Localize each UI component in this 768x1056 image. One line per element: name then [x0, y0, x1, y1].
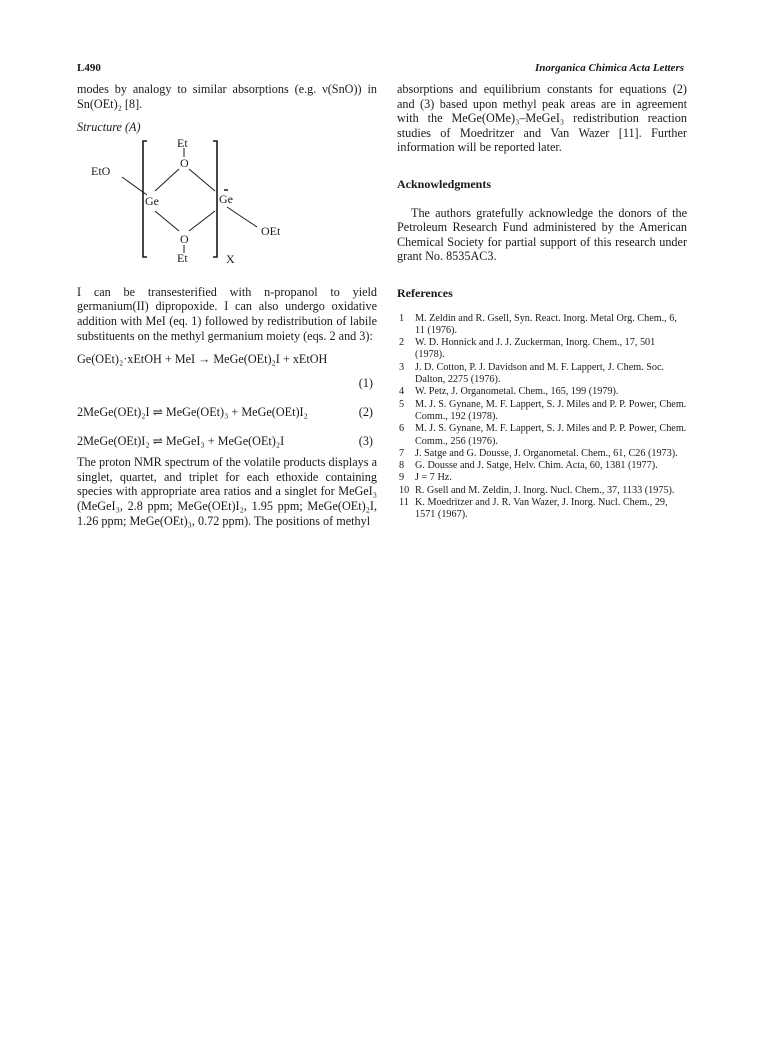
reference-number: 9	[399, 472, 405, 484]
reference-number: 8	[399, 460, 405, 472]
reference-item	[397, 448, 687, 460]
reference-item	[397, 313, 687, 338]
label-subscript-x: X	[226, 251, 235, 266]
reference-item	[397, 472, 687, 484]
reference-item	[397, 386, 687, 398]
acknowledgments-text: The authors gratefully acknowledge the donors of the Petroleum Research Fund administered by the American Chemical Society for partial support of this research under grant No. 8535AC3.	[397, 205, 687, 264]
reference-number: 10	[399, 484, 410, 496]
reference-number: 2	[399, 337, 405, 349]
structure-svg	[77, 135, 377, 285]
reference-text: J. D. Cotton, P. J. Davidson and M. F. Lappert, J. Chem. Soc. Dalton, 2275 (1976).	[415, 361, 665, 386]
bond-ge-left-o-bottom	[155, 211, 179, 231]
label-ge-left: Ge	[145, 193, 159, 208]
equation-2	[77, 405, 377, 420]
reference-item	[397, 460, 687, 472]
reference-text: W. Petz, J. Organometal. Chem., 165, 199 (1979).	[415, 386, 619, 398]
bond-ge-right-o-bottom	[189, 211, 215, 231]
reference-text: G. Dousse and J. Satge, Helv. Chim. Acta, 60, 1381 (1977).	[415, 460, 658, 472]
right-para-1: absorptions and equilibrium constants for equations (2) and (3) based upon methyl peak areas are in agreement with the MeGe(OMe)₃–MeGeI₃ redistribution reaction studies of Moedritzer and Van Wazer [11]. Further information will be reported later.	[397, 82, 687, 155]
acknowledgments-heading: Acknowledgments	[397, 176, 492, 191]
reference-text: M. Zeldin and R. Gsell, Syn. React. Inorg. Metal Org. Chem., 6, 11 (1976).	[415, 312, 677, 336]
reference-text: W. D. Honnick and J. J. Zuckerman, Inorg. Chem., 17, 501 (1978).	[415, 337, 656, 361]
equation-3-text: 2MeGe(OEt)I₂ ⇌ MeGeI₃ + MeGe(OEt)₂I	[77, 434, 285, 449]
reference-number: 11	[399, 496, 409, 508]
reference-number: 1	[399, 312, 405, 324]
structure-label: Structure (A)	[77, 120, 141, 135]
reference-number: 7	[399, 447, 405, 459]
label-top-et: Et	[177, 135, 188, 150]
label-eto: EtO	[91, 163, 111, 178]
reference-number: 4	[399, 386, 405, 398]
equation-3	[77, 434, 377, 449]
reference-number: 5	[399, 398, 405, 410]
reference-text: M. J. S. Gynane, M. F. Lappert, S. J. Miles and P. P. Power, Chem. Comm., 192 (1978).	[415, 398, 687, 422]
reference-item	[397, 337, 687, 362]
label-bottom-et: Et	[177, 250, 188, 265]
reference-item	[397, 485, 687, 497]
equation-1-number: (1)	[358, 376, 373, 391]
reference-item	[397, 362, 687, 387]
left-para-3: The proton NMR spectrum of the volatile products displays a singlet, quartet, and triplet for each ethoxide containing species with appropriate area ratios and a singlet for MeGeI₃ (MeGeI₃, 2.8 ppm; MeGe(OEt)I₂, 1.95 ppm; MeGe(OEt)₂I, 1.26 ppm; MeGe(OEt)₃, 0.72 ppm). The positions of methyl	[77, 455, 377, 528]
structure-diagram	[77, 135, 377, 285]
reference-item	[397, 399, 687, 424]
journal-title: Inorganica Chimica Acta Letters	[534, 62, 684, 74]
left-column	[77, 82, 377, 528]
lone-pair-dot	[224, 189, 226, 191]
reference-text: R. Gsell and M. Zeldin, J. Inorg. Nucl. Chem., 37, 1133 (1975).	[415, 484, 675, 496]
equation-2-text: 2MeGe(OEt)₂I ⇌ MeGe(OEt)₃ + MeGe(OEt)I₂	[77, 405, 308, 420]
lone-pair-dot	[226, 189, 228, 191]
label-top-o: O	[180, 155, 189, 170]
bracket-right	[213, 141, 217, 257]
right-column	[397, 82, 687, 522]
reference-text: M. J. S. Gynane, M. F. Lappert, S. J. Miles and P. P. Power, Chem. Comm., 256 (1976).	[415, 423, 687, 447]
label-bottom-o: O	[180, 231, 189, 246]
page-number: L490	[77, 62, 101, 74]
reference-number: 3	[399, 361, 405, 373]
reference-item	[397, 497, 687, 522]
references-list	[397, 313, 687, 522]
bond-ge-oet	[227, 207, 257, 227]
equation-1-number-row	[77, 376, 377, 391]
equation-1	[77, 352, 377, 367]
bond-o-ge-left-top	[155, 169, 179, 191]
reference-number: 6	[399, 423, 405, 435]
equation-3-number: (3)	[358, 434, 373, 449]
left-para-1: modes by analogy to similar absorptions (e.g. ν(SnO)) in Sn(OEt)₂ [8].	[77, 82, 377, 111]
bond-o-ge-right-top	[189, 169, 215, 191]
reference-item	[397, 423, 687, 448]
reference-text: K. Moedritzer and J. R. Van Wazer, J. Inorg. Nucl. Chem., 29, 1571 (1967).	[415, 496, 668, 521]
equation-1-text: Ge(OEt)₂·xEtOH + MeI → MeGe(OEt)₂I + xEtOH	[77, 352, 328, 367]
left-para-2: I can be transesterified with n-propanol to yield germanium(II) dipropoxide. I can also undergo oxidative addition with MeI (eq. 1) followed by redistribution of labile substituents on the methyl germanium moiety (eqs. 2 and 3):	[77, 284, 377, 343]
reference-text: J = 7 Hz.	[415, 472, 452, 484]
label-oet: OEt	[261, 223, 281, 238]
references-heading: References	[397, 285, 453, 300]
reference-text: J. Satge and G. Dousse, J. Organometal. Chem., 61, C26 (1973).	[415, 447, 678, 459]
equation-2-number: (2)	[358, 405, 373, 420]
label-ge-right: Ge	[219, 191, 233, 206]
